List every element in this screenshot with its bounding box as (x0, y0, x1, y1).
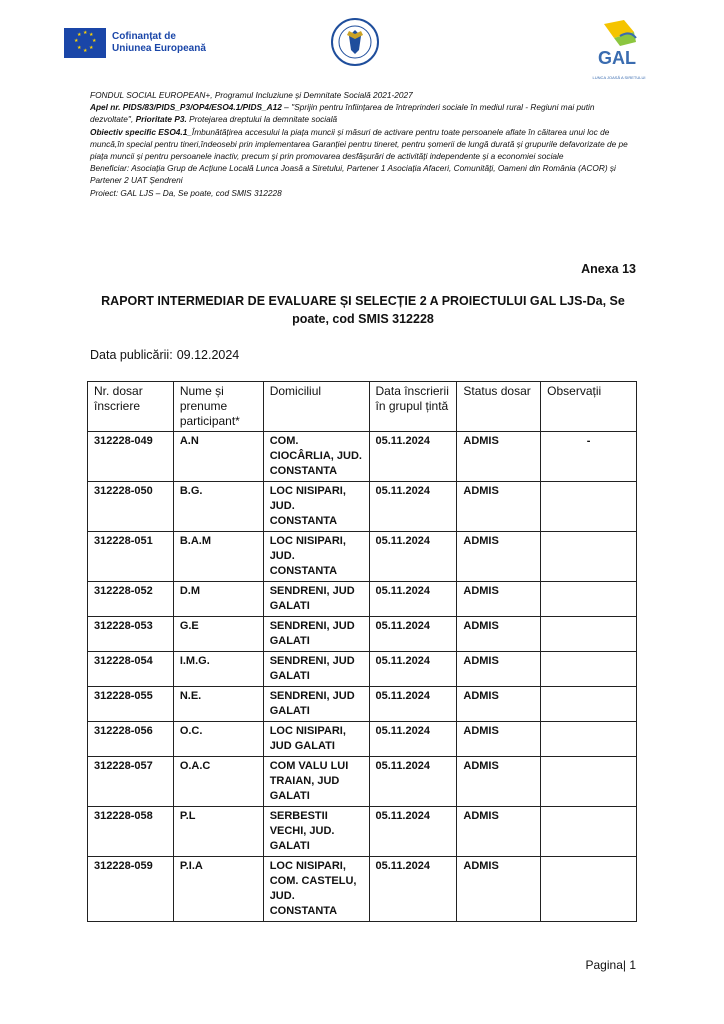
cell-status: ADMIS (457, 757, 541, 807)
cell-nr-dosar: 312228-059 (88, 857, 174, 922)
cell-observatii (541, 757, 637, 807)
annex-label: Anexa 13 (581, 262, 636, 276)
cell-nume: O.A.C (173, 757, 263, 807)
cell-status: ADMIS (457, 532, 541, 582)
apel-label: Apel nr. PIDS/83/PIDS_P3/OP4/ESO4.1/PIDS_A12 (90, 102, 282, 113)
table-row (88, 757, 637, 807)
table-row (88, 532, 637, 582)
cell-domiciliul: COM. CIOCÂRLIA, JUD. CONSTANTA (263, 432, 369, 482)
pubdate-value: 09.12.2024 (176, 348, 240, 362)
cell-domiciliul: SENDRENI, JUD GALATI (263, 617, 369, 652)
cell-data: 05.11.2024 (369, 532, 457, 582)
header-data: Data înscrierii în grupul țintă (369, 382, 457, 432)
cell-nr-dosar: 312228-053 (88, 617, 174, 652)
table-row (88, 652, 637, 687)
header-domiciliul: Domiciliul (263, 382, 369, 432)
cell-status: ADMIS (457, 857, 541, 922)
cell-observatii (541, 652, 637, 687)
eu-logo (64, 28, 206, 58)
gal-subtitle: LUNCA JOASĂ A SIRETULUI (592, 75, 646, 80)
cell-status: ADMIS (457, 687, 541, 722)
cell-domiciliul: LOC NISIPARI, COM. CASTELU, JUD. CONSTANTA (263, 857, 369, 922)
table-row (88, 582, 637, 617)
cell-nume: I.M.G. (173, 652, 263, 687)
cell-observatii (541, 617, 637, 652)
cell-nr-dosar: 312228-051 (88, 532, 174, 582)
cell-nume: B.G. (173, 482, 263, 532)
cell-data: 05.11.2024 (369, 617, 457, 652)
cell-status: ADMIS (457, 617, 541, 652)
obiectiv-label: Obiectiv specific ESO4.1 (90, 126, 188, 137)
table-header-row (88, 382, 637, 432)
page-number: Pagina| 1 (585, 958, 636, 972)
intro-apel (90, 101, 640, 125)
eu-text-line2: Uniunea Europeană (112, 43, 206, 54)
cell-status: ADMIS (457, 432, 541, 482)
table-row (88, 722, 637, 757)
prioritate-label: Prioritate P3. (135, 114, 187, 125)
header-nume: Nume și prenume participant* (173, 382, 263, 432)
cell-nume: G.E (173, 617, 263, 652)
cell-observatii (541, 582, 637, 617)
cell-status: ADMIS (457, 652, 541, 687)
cell-observatii (541, 482, 637, 532)
header-status: Status dosar (457, 382, 541, 432)
table-row (88, 857, 637, 922)
intro-proiect: Proiect: GAL LJS – Da, Se poate, cod SMIS 312228 (90, 187, 282, 198)
table-row (88, 687, 637, 722)
intro-beneficiar: Beneficiar: Asociația Grup de Acțiune Locală Lunca Joasă a Siretului, Partener 1 Asociația Afaceri, Comunități, Oameni din România (ACOR) și Partener 2 UAT Șendreni (90, 163, 616, 186)
gal-logo (590, 18, 646, 80)
cell-nume: A.N (173, 432, 263, 482)
cell-nume: O.C. (173, 722, 263, 757)
cell-nr-dosar: 312228-056 (88, 722, 174, 757)
apel-text: – ''Sprijin pentru înființarea de întreprinderi sociale în mediul rural - Regiuni mai putin dezvoltate'', (90, 102, 595, 125)
cell-observatii (541, 532, 637, 582)
government-seal-icon (330, 12, 380, 72)
cell-data: 05.11.2024 (369, 687, 457, 722)
eu-logo-text (112, 31, 206, 55)
eu-flag-icon: ★ ★ ★ ★ ★ ★ ★ ★ (64, 28, 106, 58)
cell-data: 05.11.2024 (369, 757, 457, 807)
cell-domiciliul: SENDRENI, JUD GALATI (263, 582, 369, 617)
participants-table (87, 381, 637, 922)
cell-nr-dosar: 312228-052 (88, 582, 174, 617)
cell-domiciliul: SENDRENI, JUD GALATI (263, 652, 369, 687)
publication-date (90, 348, 239, 362)
header-logos (0, 12, 724, 80)
cell-nr-dosar: 312228-057 (88, 757, 174, 807)
cell-observatii (541, 687, 637, 722)
cell-nr-dosar: 312228-050 (88, 482, 174, 532)
cell-observatii: - (541, 432, 637, 482)
cell-status: ADMIS (457, 807, 541, 857)
cell-data: 05.11.2024 (369, 857, 457, 922)
header-nr-dosar: Nr. dosar înscriere (88, 382, 174, 432)
cell-domiciliul: COM VALU LUI TRAIAN, JUD GALATI (263, 757, 369, 807)
cell-nume: B.A.M (173, 532, 263, 582)
cell-domiciliul: LOC NISIPARI, JUD. CONSTANTA (263, 482, 369, 532)
pubdate-label: Data publicării: (90, 348, 173, 362)
table-row (88, 432, 637, 482)
cell-domiciliul: LOC NISIPARI, JUD. CONSTANTA (263, 532, 369, 582)
obiectiv-text: _Îmbunătățirea accesului la piața muncii și măsuri de activare pentru toate persoanele aflate în căitarea unui loc de muncă,în special pentru tineri,îndeosebi prin implementarea Garanției pentru tineret, pentru șomerii de lungă durată și grupurile defavorizate de pe piața muncii și pentru persoanele inactiv, precum și prin promovarea desfășurări de activități independente și a economiei sociale (90, 126, 628, 162)
cell-domiciliul: SERBESTII VECHI, JUD. GALATI (263, 807, 369, 857)
cell-nr-dosar: 312228-055 (88, 687, 174, 722)
cell-data: 05.11.2024 (369, 582, 457, 617)
table-row (88, 482, 637, 532)
cell-data: 05.11.2024 (369, 432, 457, 482)
table-row (88, 617, 637, 652)
cell-status: ADMIS (457, 482, 541, 532)
intro-obiectiv (90, 126, 640, 163)
cell-nume: P.L (173, 807, 263, 857)
cell-domiciliul: LOC NISIPARI, JUD GALATI (263, 722, 369, 757)
cell-status: ADMIS (457, 722, 541, 757)
prioritate-text: Protejarea dreptului la demnitate socială (186, 114, 338, 125)
cell-data: 05.11.2024 (369, 482, 457, 532)
svg-text:GAL: GAL (598, 48, 636, 68)
cell-data: 05.11.2024 (369, 807, 457, 857)
header-observatii: Observații (541, 382, 637, 432)
cell-nr-dosar: 312228-049 (88, 432, 174, 482)
table-row (88, 807, 637, 857)
cell-observatii (541, 807, 637, 857)
intro-program: FONDUL SOCIAL EUROPEAN+, Programul Incluziune și Demnitate Socială 2021-2027 (90, 90, 413, 100)
eu-text-line1: Cofinanțat de (112, 31, 176, 42)
cell-observatii (541, 722, 637, 757)
cell-observatii (541, 857, 637, 922)
cell-nr-dosar: 312228-058 (88, 807, 174, 857)
cell-nr-dosar: 312228-054 (88, 652, 174, 687)
cell-data: 05.11.2024 (369, 722, 457, 757)
cell-nume: P.I.A (173, 857, 263, 922)
cell-status: ADMIS (457, 582, 541, 617)
page-title: RAPORT INTERMEDIAR DE EVALUARE ȘI SELECȚIE 2 A PROIECTULUI GAL LJS-Da, Se poate, cod SMIS 312228 (101, 294, 625, 326)
cell-nume: N.E. (173, 687, 263, 722)
cell-data: 05.11.2024 (369, 652, 457, 687)
cell-domiciliul: SENDRENI, JUD GALATI (263, 687, 369, 722)
project-intro (90, 89, 640, 199)
cell-nume: D.M (173, 582, 263, 617)
